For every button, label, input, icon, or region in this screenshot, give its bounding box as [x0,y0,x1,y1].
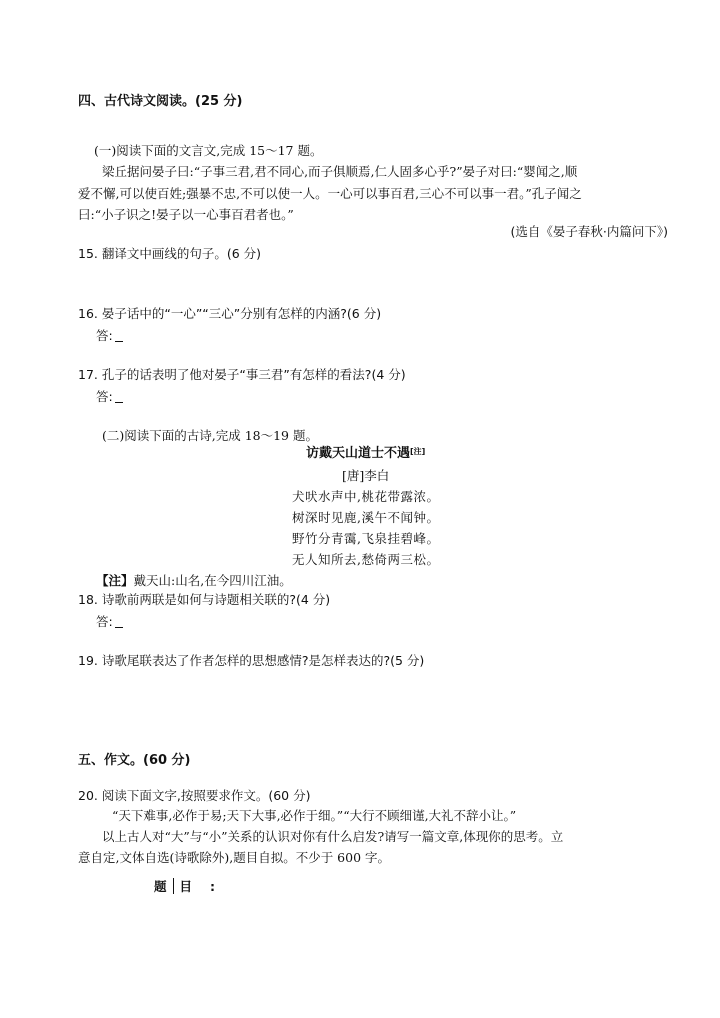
title-label-2: 目 [179,879,193,894]
essay-title-field [154,878,215,895]
question-19: 19. 诗歌尾联表达了作者怎样的思想感情?是怎样表达的?(5 分) [78,653,425,668]
question-20: 20. 阅读下面文字,按照要求作文。(60 分) [78,788,311,803]
note-text: 戴天山:山名,在今四川江油。 [133,573,292,588]
poem-line-1: 犬吠水声中,桃花带露浓。 [292,489,440,504]
poem-note-mark: [注] [410,447,426,456]
answer-label: 答: [96,389,113,404]
title-label-1: 题 [154,879,167,894]
answer-blank [115,329,123,342]
answer-16 [96,328,123,344]
question-17: 17. 孔子的话表明了他对晏子“事三君”有怎样的看法?(4 分) [78,367,406,382]
essay-quote: “天下难事,必作于易;天下大事,必作于细。”“大行不顾细谨,大礼不辞小让。” [112,808,517,823]
answer-18 [96,614,123,630]
poem-note [96,573,292,589]
answer-label: 答: [96,328,113,343]
poem-line-2: 树深时见鹿,溪午不闻钟。 [292,510,440,525]
part2-intro: (二)阅读下面的古诗,完成 18～19 题。 [102,428,318,443]
note-label: 【注】 [96,573,134,588]
essay-prompt-line-2: 意自定,文体自选(诗歌除外),题目自拟。不少于 600 字。 [78,850,391,865]
question-18: 18. 诗歌前两联是如何与诗题相关联的?(4 分) [78,592,331,607]
title-separator [173,878,174,894]
part1-intro: (一)阅读下面的文言文,完成 15～17 题。 [94,143,323,158]
question-15: 15. 翻译文中画线的句子。(6 分) [78,246,262,261]
poem-author: [唐]李白 [342,468,390,483]
passage-source: (选自《晏子春秋·内篇问下》) [510,224,668,239]
question-16: 16. 晏子话中的“一心”“三心”分别有怎样的内涵?(6 分) [78,306,382,321]
poem-line-3: 野竹分青霭,飞泉挂碧峰。 [292,531,440,546]
poem-line-4: 无人知所去,愁倚两三松。 [292,552,440,567]
answer-label: 答: [96,614,113,629]
passage-line-1: 梁丘据问晏子曰:“子事三君,君不同心,而子俱顺焉,仁人固多心乎?”晏子对曰:“婴闻之,顺 [102,164,578,179]
passage-line-2: 爱不懈,可以使百姓;强暴不忠,不可以使一人。一心可以事百君,三心不可以事一君。”孔子闻之 [78,186,582,201]
answer-blank [115,615,123,628]
answer-17 [96,389,123,405]
poem-title: 访戴天山道士不遇[注] [306,446,426,461]
essay-prompt-line-1: 以上古人对“大”与“小”关系的认识对你有什么启发?请写一篇文章,体现你的思考。立 [102,829,564,844]
section5-heading: 五、作文。(60 分) [78,753,191,768]
section4-heading: 四、古代诗文阅读。(25 分) [78,94,243,109]
title-colon: : [210,879,216,894]
passage-line-3: 曰:“小子识之!晏子以一心事百君者也。” [78,207,294,222]
answer-blank [115,390,123,403]
